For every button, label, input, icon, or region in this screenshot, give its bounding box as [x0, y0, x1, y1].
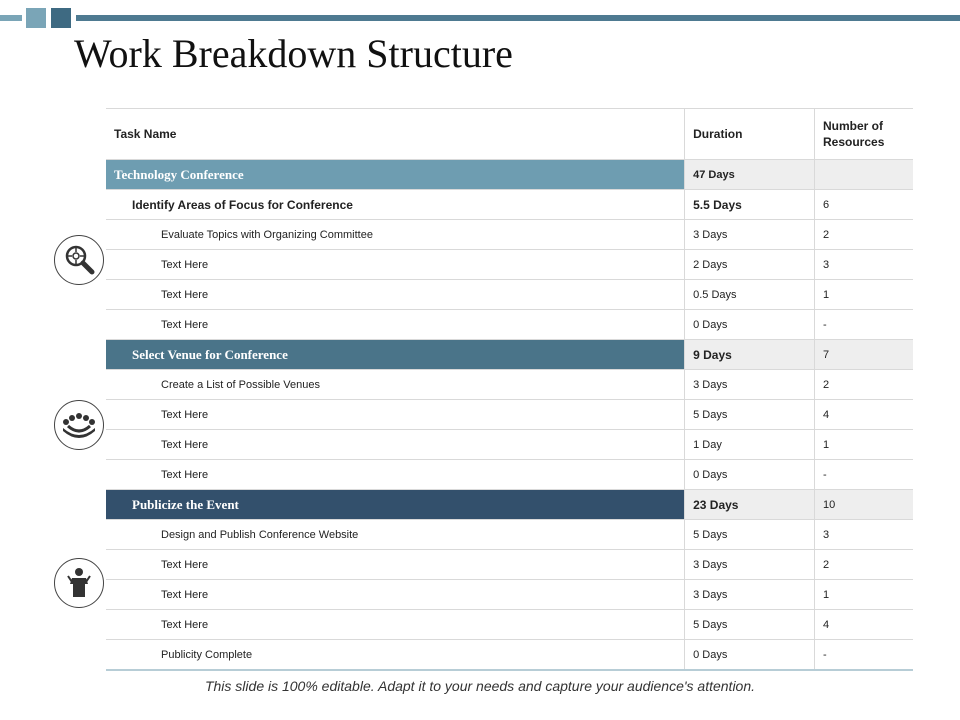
resources-cell: 3: [815, 250, 914, 280]
task-cell: Select Venue for Conference: [106, 340, 685, 370]
col-duration: Duration: [685, 109, 815, 160]
resources-cell: [815, 160, 914, 190]
duration-cell: 47 Days: [685, 160, 815, 190]
resources-cell: 2: [815, 550, 914, 580]
resources-cell: 1: [815, 430, 914, 460]
page-title: Work Breakdown Structure: [74, 31, 513, 76]
task-cell: Design and Publish Conference Website: [106, 520, 685, 550]
table-row: [106, 520, 913, 550]
table-row: [106, 370, 913, 400]
resources-cell: 2: [815, 220, 914, 250]
duration-cell: 5 Days: [685, 610, 815, 640]
task-cell: Identify Areas of Focus for Conference: [106, 190, 685, 220]
table-row: [106, 460, 913, 490]
task-cell: Text Here: [106, 580, 685, 610]
table-header-row: [106, 109, 913, 160]
duration-cell: 3 Days: [685, 220, 815, 250]
resources-cell: 1: [815, 280, 914, 310]
resources-cell: 2: [815, 370, 914, 400]
duration-cell: 0 Days: [685, 460, 815, 490]
duration-cell: 5 Days: [685, 400, 815, 430]
task-cell: Text Here: [106, 460, 685, 490]
duration-cell: 2 Days: [685, 250, 815, 280]
task-cell: Create a List of Possible Venues: [106, 370, 685, 400]
duration-cell: 3 Days: [685, 580, 815, 610]
col-resources: Number of Resources: [815, 109, 914, 160]
table-row: [106, 220, 913, 250]
task-cell: Text Here: [106, 280, 685, 310]
table-row: [106, 190, 913, 220]
decor-line: [76, 15, 960, 21]
table-row: [106, 550, 913, 580]
duration-cell: 0 Days: [685, 310, 815, 340]
task-cell: Text Here: [106, 550, 685, 580]
resources-cell: 7: [815, 340, 914, 370]
resources-cell: 3: [815, 520, 914, 550]
table-row-section: [106, 490, 913, 520]
resources-cell: 6: [815, 190, 914, 220]
task-cell: Text Here: [106, 610, 685, 640]
resources-cell: 10: [815, 490, 914, 520]
duration-cell: 9 Days: [685, 340, 815, 370]
resources-cell: 4: [815, 610, 914, 640]
table-row: [106, 310, 913, 340]
resources-cell: 4: [815, 400, 914, 430]
task-cell: Text Here: [106, 310, 685, 340]
table-row: [106, 280, 913, 310]
table-row: [106, 610, 913, 640]
task-cell: Text Here: [106, 250, 685, 280]
resources-cell: -: [815, 310, 914, 340]
task-cell: Publicize the Event: [106, 490, 685, 520]
table-row: [106, 250, 913, 280]
col-task-name: Task Name: [106, 109, 685, 160]
table-row: [106, 640, 913, 671]
decor-square-light: [26, 8, 46, 28]
duration-cell: 0.5 Days: [685, 280, 815, 310]
duration-cell: 23 Days: [685, 490, 815, 520]
audience-group-icon: [54, 400, 104, 450]
top-decoration: [0, 8, 960, 30]
duration-cell: 5.5 Days: [685, 190, 815, 220]
resources-cell: -: [815, 640, 914, 671]
speaker-podium-icon: [54, 558, 104, 608]
task-cell: Technology Conference: [106, 160, 685, 190]
resources-cell: -: [815, 460, 914, 490]
wbs-table: [106, 108, 913, 671]
resources-cell: 1: [815, 580, 914, 610]
duration-cell: 3 Days: [685, 550, 815, 580]
table-row-section: [106, 160, 913, 190]
table-row: [106, 430, 913, 460]
table-row: [106, 400, 913, 430]
duration-cell: 0 Days: [685, 640, 815, 671]
magnifier-target-icon: [54, 235, 104, 285]
task-cell: Evaluate Topics with Organizing Committee: [106, 220, 685, 250]
decor-square-dark: [51, 8, 71, 28]
table-row-section: [106, 340, 913, 370]
task-cell: Publicity Complete: [106, 640, 685, 671]
footer-note: This slide is 100% editable. Adapt it to your needs and capture your audience's attention.: [204, 678, 756, 694]
task-cell: Text Here: [106, 430, 685, 460]
decor-bar-left: [0, 15, 22, 21]
task-cell: Text Here: [106, 400, 685, 430]
duration-cell: 1 Day: [685, 430, 815, 460]
duration-cell: 3 Days: [685, 370, 815, 400]
duration-cell: 5 Days: [685, 520, 815, 550]
table-row: [106, 580, 913, 610]
